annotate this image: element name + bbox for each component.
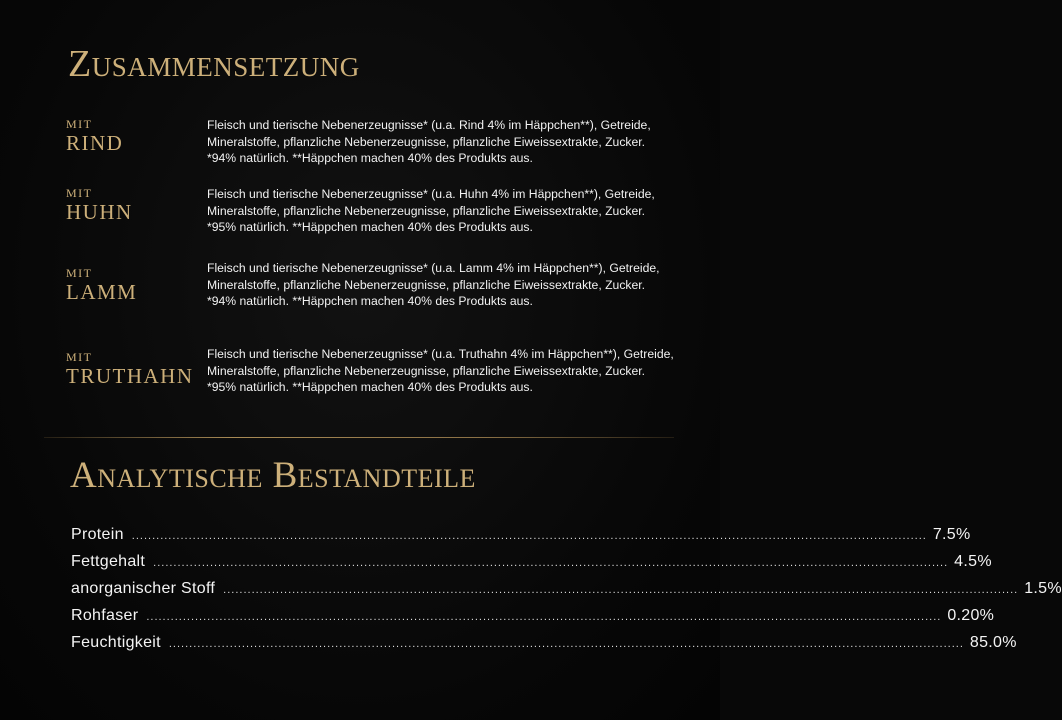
variant-ingredients <box>207 346 677 396</box>
variant-prefix: MIT <box>66 350 93 364</box>
ingredients-text: Fleisch und tierische Nebenerzeugnisse* (u.a. Rind 4% im Häppchen**), Getreide, Mineralstoffe, pflanzliche Nebenerzeugnisse, pflanzliche Eiweissextrakte, Zucker. <box>207 118 651 149</box>
variant-ingredients <box>207 260 662 310</box>
analysis-row-feuchtigkeit <box>71 634 1017 661</box>
analysis-row-value: 85.0% <box>969 634 1017 651</box>
variant-name: TRUTHAHN <box>66 364 194 388</box>
analysis-row-value: 1.5% <box>1024 580 1062 597</box>
composition-title: Zusammensetzung <box>68 43 360 85</box>
ingredients-text: Fleisch und tierische Nebenerzeugnisse* (u.a. Huhn 4% im Häppchen**), Getreide, Mineralstoffe, pflanzliche Nebenerzeugnisse, pflanzliche Eiweissextrakte, Zucker. <box>207 187 655 218</box>
variant-prefix: MIT <box>66 186 93 200</box>
dot-leader: .................................................................................................................................................................................................... <box>131 530 927 542</box>
variant-label <box>66 186 133 224</box>
variant-prefix: MIT <box>66 266 93 280</box>
variant-ingredients <box>207 117 677 167</box>
analysis-row-name: Rohfaser <box>71 607 139 624</box>
section-divider <box>44 437 674 438</box>
variant-label <box>66 350 194 388</box>
analysis-row-value: 7.5% <box>932 526 971 543</box>
ingredients-note: *94% natürlich. **Häppchen machen 40% des Produkts aus. <box>207 294 533 308</box>
analysis-title: Analytische Bestandteile <box>70 455 476 496</box>
analysis-row-rohfaser <box>71 607 995 634</box>
analysis-row-name: Fettgehalt <box>71 553 146 570</box>
variant-label <box>66 117 123 155</box>
variant-name: HUHN <box>66 200 133 224</box>
analysis-row-name: Protein <box>71 526 124 543</box>
ingredients-text: Fleisch und tierische Nebenerzeugnisse* (u.a. Truthahn 4% im Häppchen**), Getreide, Mineralstoffe, pflanzliche Nebenerzeugnisse, pflanzliche Eiweissextrakte, Zucker. <box>207 347 674 378</box>
variant-ingredients <box>207 186 677 236</box>
analysis-row-name: Feuchtigkeit <box>71 634 161 651</box>
analysis-row-protein <box>71 526 971 553</box>
ingredients-text: Fleisch und tierische Nebenerzeugnisse* (u.a. Lamm 4% im Häppchen**), Getreide, Mineralstoffe, pflanzliche Nebenerzeugnisse, pflanzliche Eiweissextrakte, Zucker. <box>207 261 660 292</box>
ingredients-note: *94% natürlich. **Häppchen machen 40% des Produkts aus. <box>207 151 533 165</box>
variant-name: RIND <box>66 131 124 155</box>
variant-label <box>66 266 137 304</box>
analysis-row-value: 0.20% <box>947 607 995 624</box>
dot-leader: .................................................................................................................................................................................................... <box>146 611 942 623</box>
dot-leader: .................................................................................................................................................................................................... <box>153 557 949 569</box>
variant-prefix: MIT <box>66 117 93 131</box>
analysis-table <box>71 526 1062 661</box>
analysis-row-anorganischer-stoff <box>71 580 1062 607</box>
dot-leader: .................................................................................................................................................................................................... <box>168 638 964 650</box>
dot-leader: .................................................................................................................................................................................................... <box>223 584 1019 596</box>
ingredients-note: *95% natürlich. **Häppchen machen 40% des Produkts aus. <box>207 380 533 394</box>
analysis-row-fettgehalt <box>71 553 992 580</box>
analysis-row-value: 4.5% <box>954 553 992 570</box>
analysis-row-name: anorganischer Stoff <box>71 580 216 597</box>
variant-name: LAMM <box>66 280 138 304</box>
ingredients-note: *95% natürlich. **Häppchen machen 40% des Produkts aus. <box>207 220 533 234</box>
